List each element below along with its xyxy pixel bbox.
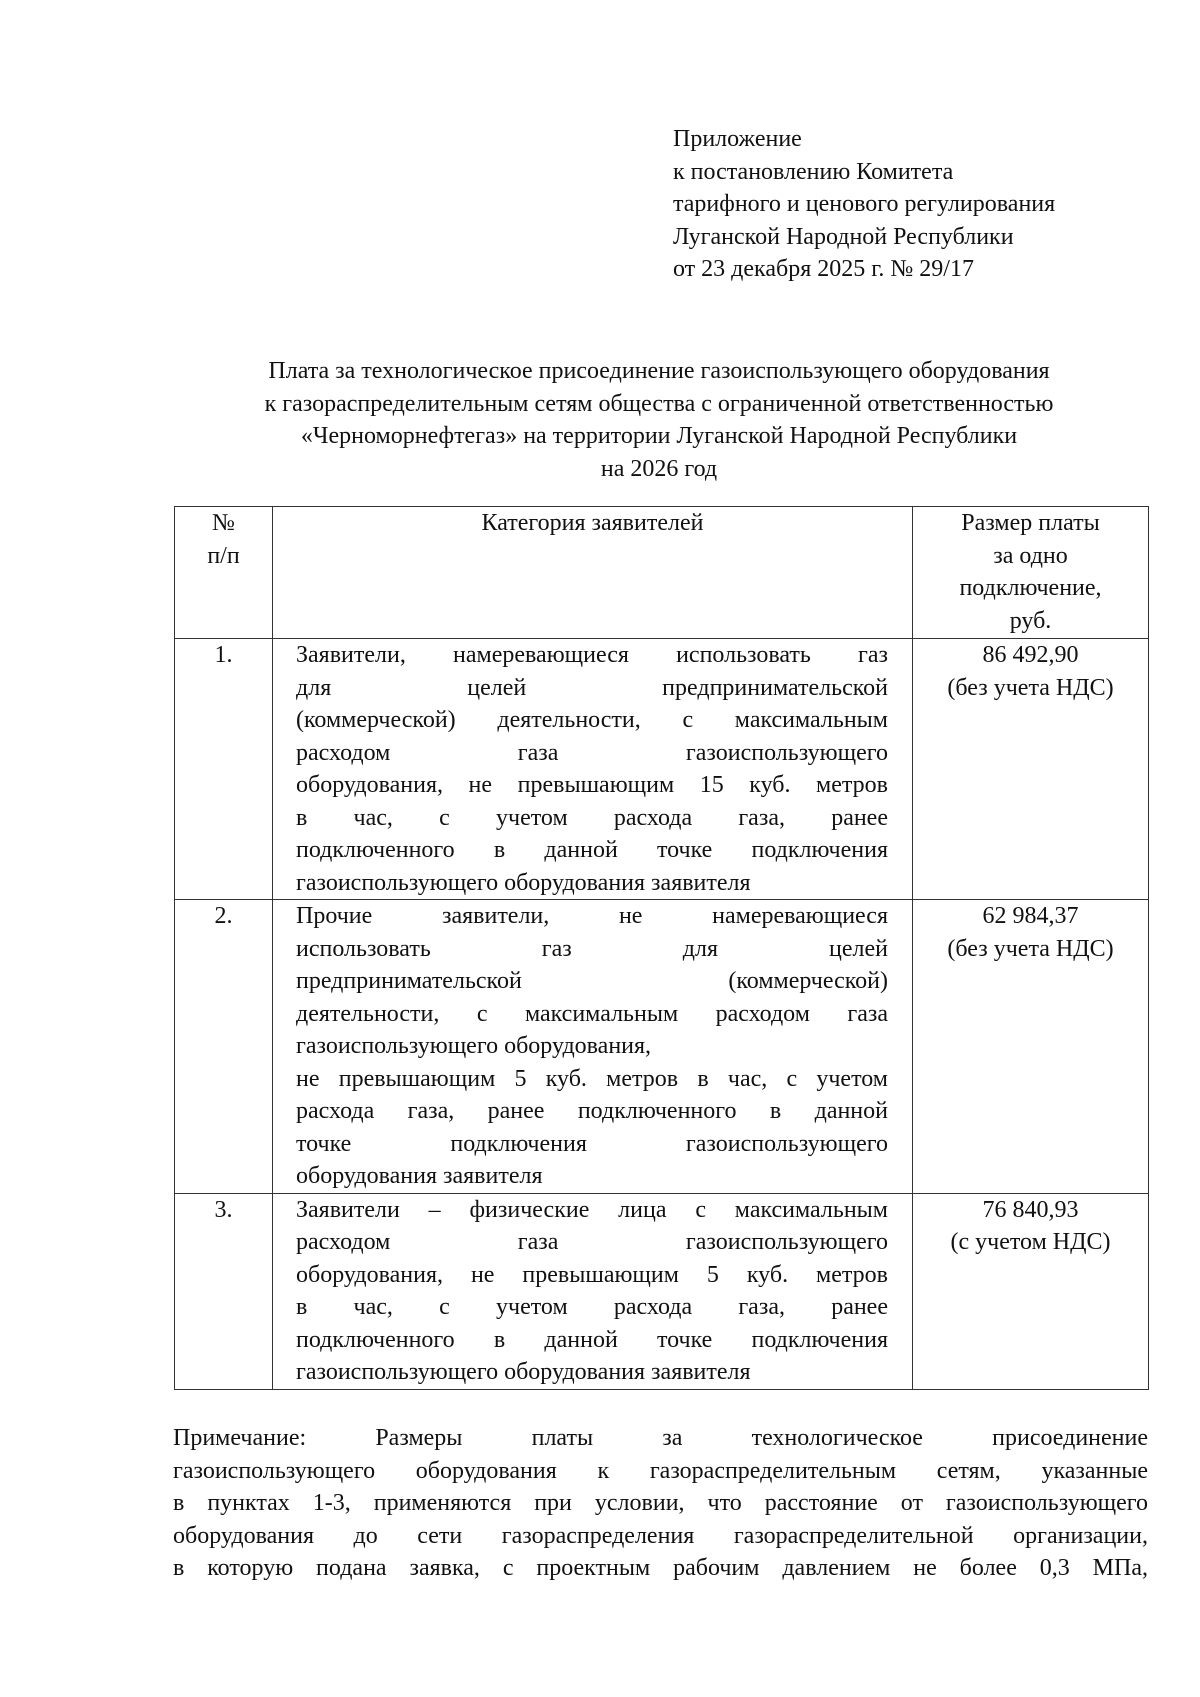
row-fee	[913, 900, 1149, 1194]
appendix-line: от 23 декабря 2025 г. № 29/17	[673, 256, 974, 282]
category-line: для целей предпринимательской	[296, 674, 888, 701]
category-line: подключенного в данной точке подключения	[296, 837, 888, 863]
category-line: Заявители – физические лица с максимальным	[296, 1196, 888, 1223]
category-line: оборудования, не превышающим 5 куб. метров	[296, 1261, 888, 1288]
fee-value: 62 984,37	[982, 903, 1079, 929]
title-line: к газораспределительным сетям общества с ограниченной ответственностью	[264, 390, 1054, 417]
header-number-line: №	[212, 510, 235, 536]
category-line: Прочие заявители, не намеревающиеся	[296, 903, 888, 929]
fee-value: 86 492,90	[982, 642, 1079, 668]
category-line: газоиспользующего оборудования заявителя	[296, 869, 751, 896]
row-number: 1.	[175, 639, 273, 900]
header-fee-line: подключение,	[959, 575, 1102, 601]
header-fee	[913, 507, 1149, 639]
appendix-header	[673, 123, 1173, 286]
header-fee-line: Размер платы	[961, 510, 1100, 536]
category-line: деятельности, с максимальным расходом газа	[296, 1000, 888, 1027]
note-line: в которую подана заявка, с проектным рабочим давлением не более 0,3 МПа,	[173, 1555, 1148, 1581]
category-line: расходом газа газоиспользующего	[296, 739, 888, 766]
note-line: Примечание: Размеры платы за технологическое присоединение	[173, 1425, 1148, 1451]
note-paragraph	[173, 1422, 1148, 1585]
appendix-line: Луганской Народной Республики	[673, 223, 1014, 250]
title-line: «Черноморнефтегаз» на территории Луганской Народной Республики	[300, 423, 1018, 449]
category-line: использовать газ для целей	[296, 935, 888, 962]
row-number: 3.	[175, 1193, 273, 1389]
fee-vat-note: (с учетом НДС)	[950, 1229, 1111, 1255]
category-line: оборудования заявителя	[296, 1163, 543, 1189]
table-row	[175, 900, 1149, 1194]
category-line: расходом газа газоиспользующего	[296, 1229, 888, 1255]
document-title	[172, 355, 1146, 485]
fee-value: 76 840,93	[982, 1196, 1079, 1223]
header-category: Категория заявителей	[273, 507, 913, 639]
note-line: газоиспользующего оборудования к газораспределительным сетям, указанные	[173, 1457, 1148, 1484]
fee-table	[174, 506, 1149, 1390]
row-fee	[913, 639, 1149, 900]
note-line: в пунктах 1-3, применяются при условии, что расстояние от газоиспользующего	[173, 1490, 1148, 1516]
category-line: оборудования, не превышающим 15 куб. метров	[296, 772, 888, 798]
row-category	[273, 639, 913, 900]
appendix-line: к постановлению Комитета	[673, 158, 954, 185]
category-line: (коммерческой) деятельности, с максимальным	[296, 707, 888, 733]
category-line: не превышающим 5 куб. метров в час, с учетом	[296, 1065, 888, 1092]
table-header-row	[175, 507, 1149, 639]
category-line: точке подключения газоиспользующего	[296, 1130, 888, 1157]
category-line: газоиспользующего оборудования,	[296, 1033, 652, 1059]
row-number: 2.	[175, 900, 273, 1194]
category-line: подключенного в данной точке подключения	[296, 1326, 888, 1353]
title-line: Плата за технологическое присоединение газоиспользующего оборудования	[268, 358, 1050, 384]
row-category	[273, 900, 913, 1194]
appendix-line: тарифного и ценового регулирования	[673, 191, 1056, 217]
category-line: расхода газа, ранее подключенного в данной	[296, 1098, 888, 1124]
table-row	[175, 639, 1149, 900]
note-line: оборудования до сети газораспределения газораспределительной организации,	[173, 1522, 1148, 1549]
header-number-line: п/п	[207, 542, 240, 569]
fee-vat-note: (без учета НДС)	[947, 674, 1114, 701]
fee-vat-note: (без учета НДС)	[947, 935, 1114, 962]
category-line: газоиспользующего оборудования заявителя	[296, 1359, 751, 1385]
header-fee-line: за одно	[993, 542, 1068, 569]
category-line: предпринимательской (коммерческой)	[296, 968, 888, 994]
header-fee-line: руб.	[1009, 607, 1052, 634]
header-number	[175, 507, 273, 639]
title-line: на 2026 год	[600, 455, 718, 482]
row-fee	[913, 1193, 1149, 1389]
appendix-line: Приложение	[673, 126, 802, 152]
row-category	[273, 1193, 913, 1389]
table-row	[175, 1193, 1149, 1389]
category-line: в час, с учетом расхода газа, ранее	[296, 804, 888, 831]
category-line: в час, с учетом расхода газа, ранее	[296, 1294, 888, 1320]
category-line: Заявители, намеревающиеся использовать газ	[296, 642, 888, 668]
